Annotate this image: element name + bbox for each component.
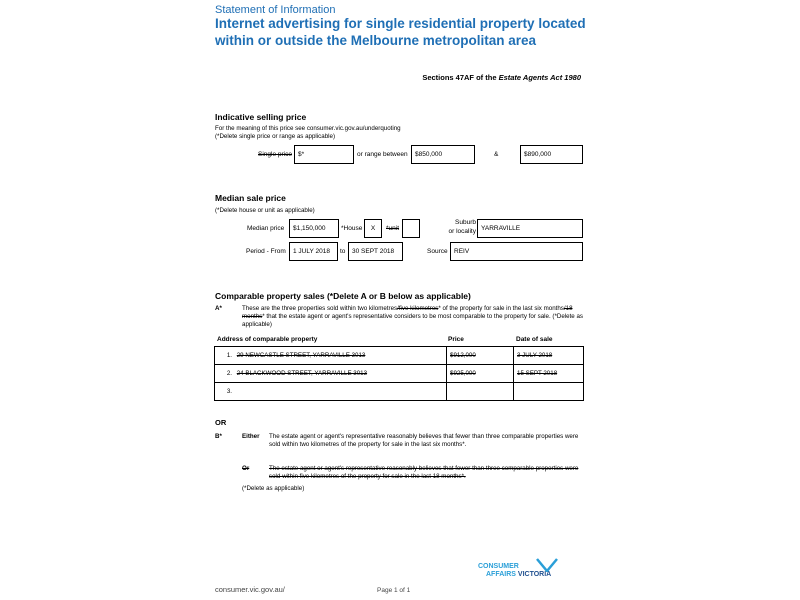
logo-victoria: VICTORIA — [517, 571, 552, 578]
option-a-marker: A* — [215, 305, 222, 312]
row-address: 29 NEWCASTLE STREET, YARRAVILLE 3013 — [236, 352, 366, 359]
indicative-note-1: For the meaning of this price see consumer.vic.gov.au/underquoting — [215, 125, 401, 132]
range-low-field[interactable]: $850,000 — [411, 145, 475, 164]
indicative-heading: Indicative selling price — [215, 112, 307, 122]
col-date-header: Date of sale — [516, 336, 553, 343]
consumer-affairs-logo — [478, 563, 551, 579]
row-price: $925,000 — [450, 370, 476, 377]
delete-note: (*Delete as applicable) — [242, 485, 305, 492]
house-checkbox[interactable]: X — [364, 219, 382, 238]
row-number: 1. — [226, 352, 232, 359]
range-high-field[interactable]: $890,000 — [520, 145, 583, 164]
source-field[interactable]: REIV — [450, 242, 583, 261]
period-from-field[interactable]: 1 JULY 2018 — [289, 242, 338, 261]
address-cell[interactable] — [215, 347, 447, 365]
table-row — [215, 347, 584, 365]
period-to-label: to — [340, 248, 346, 255]
comparable-heading: Comparable property sales (*Delete A or B below as applicable) — [215, 291, 471, 301]
document-title: Internet advertising for single residential property located within or outside the Melbourne metropolitan area — [215, 16, 586, 48]
address-cell[interactable] — [215, 383, 447, 401]
median-price-label: Median price — [247, 225, 285, 232]
period-label: Period - From — [246, 248, 286, 255]
or-option-text: The estate agent or agent's representative reasonably believes that fewer than three comparable properties were sold within five kilometres of the property for sale in the last 18 months*. — [269, 465, 579, 480]
single-price-field[interactable]: $* — [294, 145, 354, 164]
indicative-note-2: (*Delete single price or range as applicable) — [215, 133, 336, 140]
price-cell[interactable] — [447, 383, 514, 401]
date-cell[interactable] — [514, 383, 584, 401]
row-date: 15 SEPT 2018 — [517, 370, 558, 377]
act-name: Estate Agents Act 1980 — [498, 73, 581, 82]
footer-url[interactable]: consumer.vic.gov.au/ — [215, 585, 285, 594]
row-number: 2. — [226, 370, 232, 377]
logo-affairs: AFFAIRS — [486, 571, 516, 578]
comparable-sales-table — [214, 346, 584, 401]
option-a-text — [242, 305, 584, 329]
act-reference — [422, 73, 581, 82]
house-label: *House — [341, 225, 363, 232]
or-option-label: Or — [242, 465, 250, 472]
range-ampersand: & — [494, 151, 499, 158]
act-reference-prefix: Sections 47AF of the — [422, 73, 497, 82]
unit-label: *unit — [386, 225, 400, 232]
unit-checkbox[interactable] — [402, 219, 420, 238]
price-cell[interactable] — [447, 347, 514, 365]
either-text: The estate agent or agent's representative reasonably believes that fewer than three comparable properties were sold within two kilometres of the property for sale in the last six months*. — [269, 433, 579, 448]
page-number: Page 1 of 1 — [377, 587, 411, 594]
median-heading: Median sale price — [215, 193, 286, 203]
either-label: Either — [242, 433, 260, 440]
table-row — [215, 365, 584, 383]
option-a-strike-1: /five kilometres — [397, 305, 439, 312]
period-to-field[interactable]: 30 SEPT 2018 — [348, 242, 403, 261]
col-price-header: Price — [448, 336, 464, 343]
or-separator: OR — [215, 418, 227, 427]
price-cell[interactable] — [447, 365, 514, 383]
logo-chevron-icon — [536, 558, 558, 572]
row-address: 24 BLACKWOOD STREET, YARRAVILLE 3013 — [236, 370, 368, 377]
col-address-header: Address of comparable property — [217, 336, 318, 343]
document-subtitle: Statement of Information — [215, 4, 336, 16]
option-b-marker: B* — [215, 433, 222, 440]
option-a-text-1: These are the three properties sold within two kilometres — [242, 305, 398, 312]
row-price: $912,000 — [450, 352, 476, 359]
table-row — [215, 383, 584, 401]
suburb-label-line1: Suburb — [455, 219, 476, 226]
option-a-text-3: * that the estate agent or agent's representative considers to be most comparable to the property for sale. (*Delete as applicable) — [242, 313, 584, 328]
date-cell[interactable] — [514, 347, 584, 365]
single-price-label: Single price — [258, 151, 292, 158]
row-date: 3 JULY 2018 — [517, 352, 553, 359]
date-cell[interactable] — [514, 365, 584, 383]
option-a-text-2: * of the property for sale in the last six months — [438, 305, 564, 312]
logo-line-2 — [486, 571, 551, 579]
median-note: (*Delete house or unit as applicable) — [215, 207, 315, 214]
source-label: Source — [427, 248, 448, 255]
address-cell[interactable] — [215, 365, 447, 383]
median-price-field[interactable]: $1,150,000 — [289, 219, 339, 238]
logo-line-1: CONSUMER — [478, 563, 519, 570]
range-label: or range between — [357, 151, 408, 158]
suburb-field[interactable]: YARRAVILLE — [477, 219, 583, 238]
suburb-label-line2: or locality — [448, 228, 476, 235]
option-a-strike-2: /18 months — [242, 305, 573, 320]
row-number: 3. — [226, 388, 232, 395]
